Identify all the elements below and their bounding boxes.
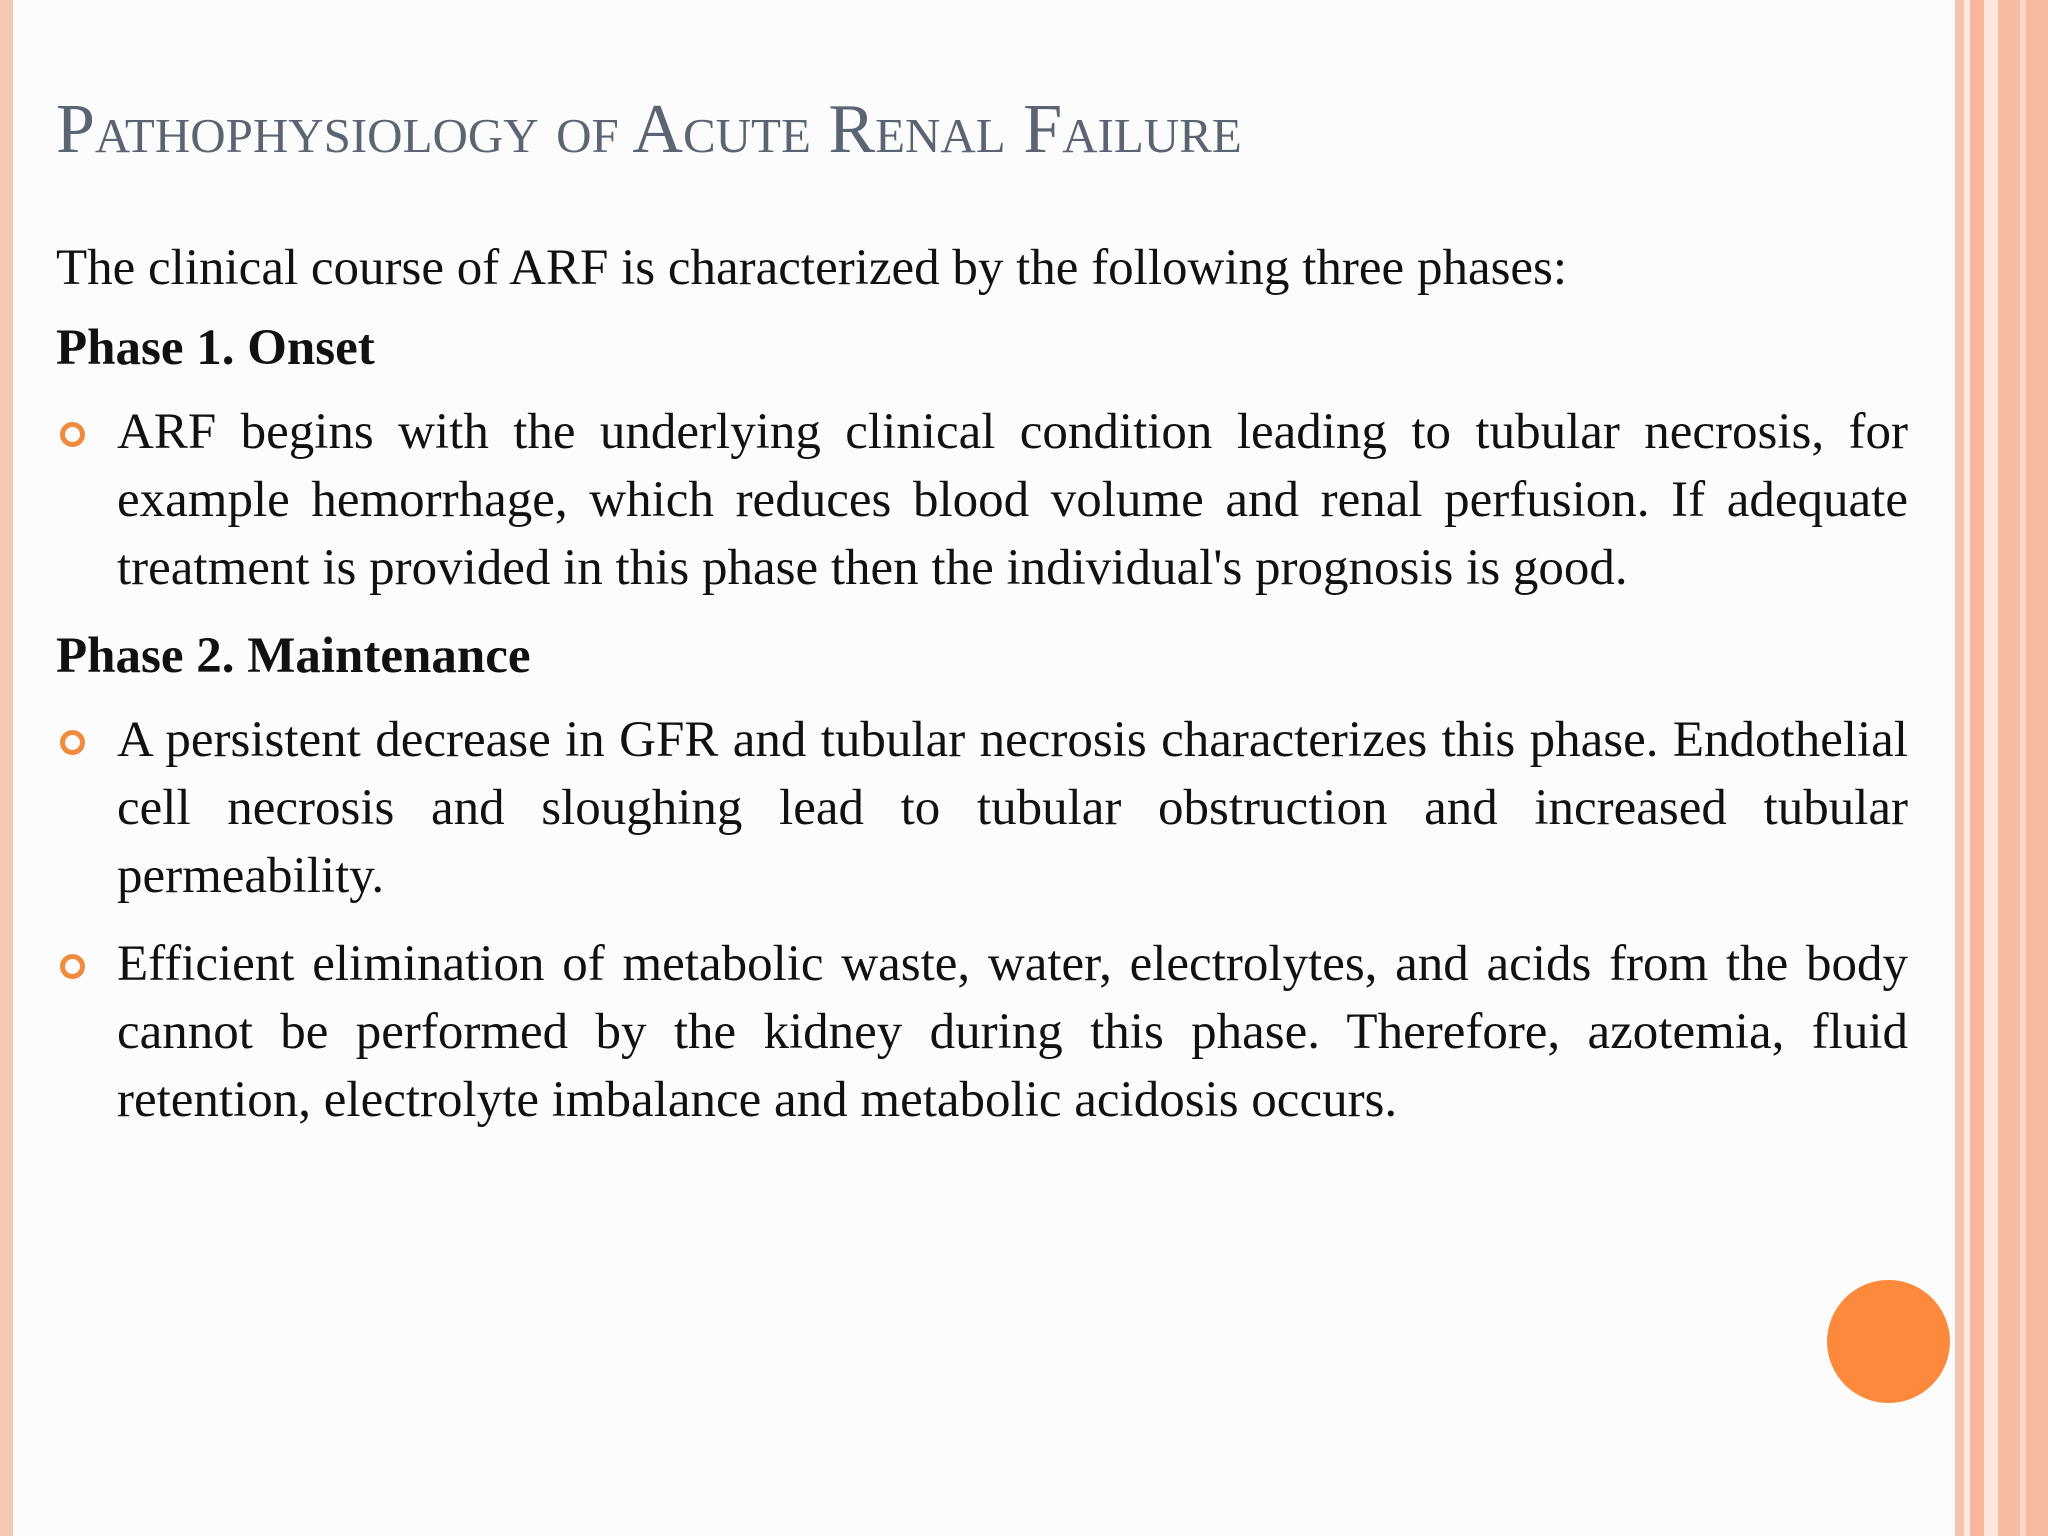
- phase-2-bullet-list: [56, 706, 1908, 1134]
- phase-1-heading: Phase 1. Onset: [56, 320, 375, 376]
- bullet-text: Efficient elimination of metabolic waste, water, electrolytes, and acids from the body cannot be performed by the kidney during this phase. Therefore, azotemia, fluid retention, electrolyte imbalance and metabolic acidosis occurs.: [117, 936, 1908, 1128]
- list-item: [56, 706, 1908, 910]
- right-frame-stripe: [2020, 0, 2026, 1536]
- list-item: [56, 398, 1908, 602]
- hollow-circle-bullet-icon: [60, 954, 85, 979]
- phase-2-heading: Phase 2. Maintenance: [56, 628, 531, 684]
- right-frame-stripe: [1955, 0, 1964, 1536]
- right-frame-stripe: [1970, 0, 1984, 1536]
- slide-title: Pathophysiology of Acute Renal Failure: [56, 91, 1242, 168]
- hollow-circle-bullet-icon: [60, 730, 85, 755]
- hollow-circle-bullet-icon: [60, 422, 85, 447]
- bullet-text: A persistent decrease in GFR and tubular necrosis characterizes this phase. Endothelial cell necrosis and sloughing lead to tubular obstruction and increased tubular permeability.: [117, 712, 1908, 904]
- bullet-text: ARF begins with the underlying clinical condition leading to tubular necrosis, for example hemorrhage, which reduces blood volume and renal perfusion. If adequate treatment is provided in this phase then the individual's prognosis is good.: [117, 404, 1908, 596]
- right-frame-stripe: [1984, 0, 1998, 1536]
- phase-1-bullet-list: [56, 398, 1908, 602]
- left-frame-stripe: [0, 0, 13, 1536]
- intro-text: The clinical course of ARF is characterized by the following three phases:: [56, 240, 1568, 296]
- slide-body: [56, 234, 1908, 1154]
- list-item: [56, 930, 1908, 1134]
- orange-circle-icon: [1827, 1280, 1950, 1403]
